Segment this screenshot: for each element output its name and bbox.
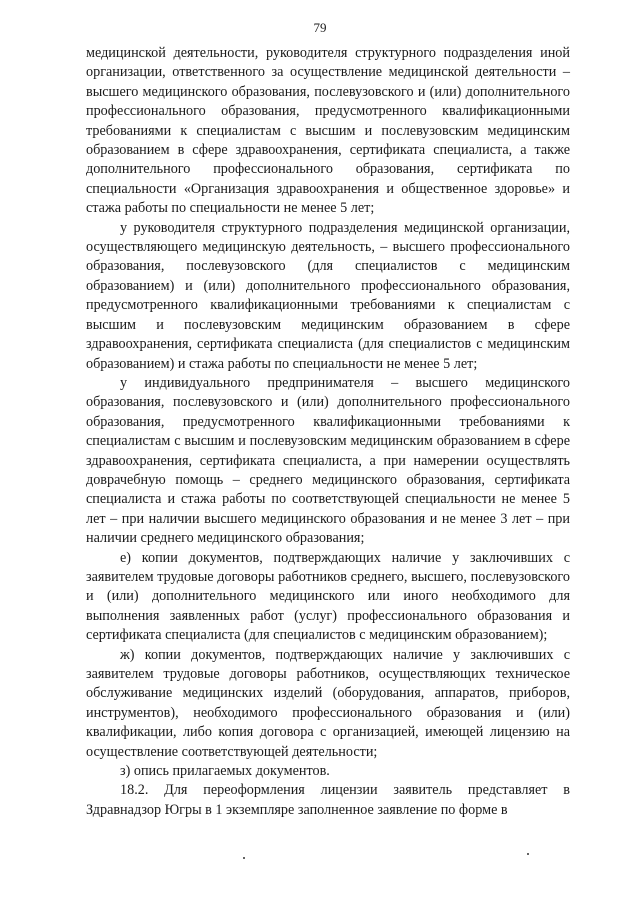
scan-speck — [243, 857, 245, 859]
paragraph-individual-entrepreneur: у индивидуального предпринимателя – высшего медицинского образования, послевузовского и (или) дополнительного профессионального образования, предусмотренного квалификационными требованиями к специалистам с высшим и послевузовским медицинским образованием в сфере здравоохранения, сертификата специалиста, а при намерении осуществлять доврачебную помощь – среднего медицинского образования, сертификата специалиста и стажа работы по соответствующей специальности не менее 5 лет – при наличии высшего медицинского образования и не менее 3 лет – при наличии среднего медицинского образования; — [86, 374, 570, 547]
paragraph-continuation: медицинской деятельности, руководителя структурного подразделения иной организации, ответственного за осуществление медицинской деятельности – высшего медицинского образования, послевузовского и (или) дополнительного профессионального образования, предусмотренного квалификационными требованиями к специалистам с высшим и послевузовским медицинским образованием в сфере здравоохранения, сертификата специалиста, а также дополнительного профессионального образования, сертификата по специальности «Организация здравоохранения и общественное здоровье» и стажа работы по специальности не менее 5 лет; — [86, 45, 570, 217]
paragraph-18-2: 18.2. Для переоформления лицензии заявитель представляет в Здравнадзор Югры в 1 экземпляре заполненное заявление по форме в — [86, 782, 570, 818]
paragraph-head-of-department: у руководителя структурного подразделения медицинской организации, осуществляющего медицинскую деятельность, – высшего профессионального образования, послевузовского (для специалистов с медицинским образованием) и (или) дополнительного профессионального образования, предусмотренного квалификационными требованиями к специалистам с высшим и послевузовским медицинским образованием в сфере здравоохранения, сертификата специалиста (для специалистов с медицинским образованием) и стажа работы по специальности не менее 5 лет; — [86, 219, 570, 372]
paragraph-item-zh: ж) копии документов, подтверждающих наличие у заключивших с заявителем трудовые договоры работников, осуществляющих техническое обслуживание медицинских изделий (оборудования, аппаратов, приборов, инструментов), необходимого профессионального образования и (или) квалификации, либо копия договора с организацией, имеющей лицензию на осуществление соответствующей деятельности; — [86, 646, 570, 760]
paragraph-item-e: е) копии документов, подтверждающих наличие у заключивших с заявителем трудовые договоры работников среднего, высшего, послевузовского и (или) дополнительного медицинского или иного необходимого для выполнения заявленных работ (услуг) профессионального образования и сертификата специалиста (для специалистов с медицинским образованием); — [86, 549, 570, 644]
scan-speck — [527, 853, 529, 855]
document-body — [86, 44, 570, 820]
paragraph-item-z: з) опись прилагаемых документов. — [120, 763, 330, 780]
page-number: 79 — [313, 20, 327, 35]
